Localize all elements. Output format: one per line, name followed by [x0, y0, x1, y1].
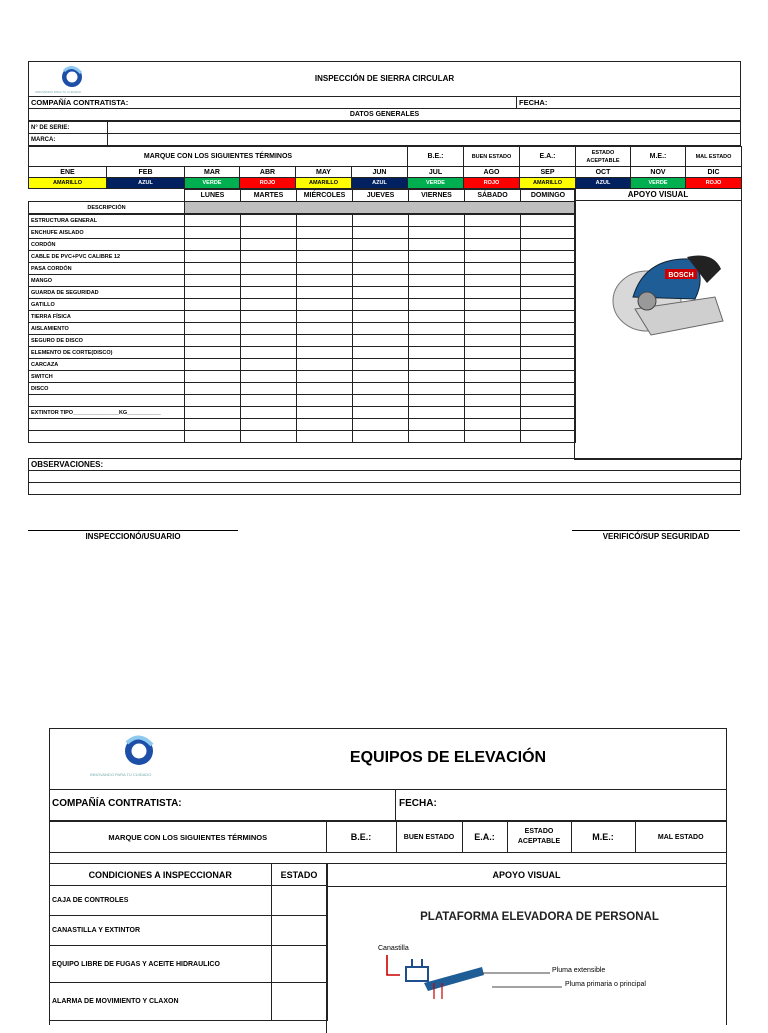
checklist-row	[29, 323, 576, 335]
check-cell[interactable]	[521, 371, 576, 383]
check-cell[interactable]	[409, 227, 465, 239]
check-cell[interactable]	[297, 431, 353, 443]
check-cell[interactable]	[353, 359, 409, 371]
form2-items-table	[50, 863, 328, 1021]
company-field[interactable]: COMPAÑÍA CONTRATISTA:	[29, 97, 517, 109]
color-cell: AZUL	[352, 178, 408, 189]
check-cell[interactable]	[409, 275, 465, 287]
check-cell[interactable]	[297, 311, 353, 323]
condition-item: EQUIPO LIBRE DE FUGAS Y ACEITE HIDRAULICO	[50, 946, 271, 983]
month-colors-row	[29, 178, 742, 189]
check-cell[interactable]	[465, 431, 521, 443]
month-cell: AGO	[464, 167, 520, 178]
condition-item: ALARMA DE MOVIMIENTO Y CLAXON	[50, 983, 271, 1021]
gray-band	[185, 202, 576, 214]
company-field-2[interactable]: COMPAÑÍA CONTRATISTA:	[52, 798, 182, 809]
month-cell: FEB	[107, 167, 185, 178]
check-cell[interactable]	[353, 299, 409, 311]
general-data-header: DATOS GENERALES	[29, 109, 741, 121]
checklist-row	[29, 299, 576, 311]
check-cell[interactable]	[353, 239, 409, 251]
check-cell[interactable]	[297, 335, 353, 347]
check-cell[interactable]	[521, 323, 576, 335]
check-cell[interactable]	[241, 335, 297, 347]
day-cell: DOMINGO	[521, 190, 576, 202]
check-cell[interactable]	[185, 287, 241, 299]
signature-left-label: INSPECCIONÓ/USUARIO	[85, 532, 181, 541]
checklist-item-label: ELEMENTO DE CORTE(DISCO)	[29, 347, 185, 359]
checklist-item-label: EXTINTOR TIPO_______________KG___________	[29, 407, 185, 419]
color-cell: ROJO	[240, 178, 296, 189]
check-cell[interactable]	[353, 215, 409, 227]
brand-label: MARCA:	[29, 134, 108, 146]
check-cell[interactable]	[241, 323, 297, 335]
checklist-row	[29, 215, 576, 227]
observations-line[interactable]	[29, 483, 741, 495]
check-cell[interactable]	[241, 347, 297, 359]
check-cell[interactable]	[297, 299, 353, 311]
check-cell[interactable]	[521, 263, 576, 275]
date-field-2[interactable]: FECHA:	[399, 798, 437, 809]
check-cell[interactable]	[521, 383, 576, 395]
check-cell[interactable]	[409, 263, 465, 275]
checklist-row	[29, 335, 576, 347]
company-logo-2	[84, 733, 174, 784]
checklist-item-label: GUARDA DE SEGURIDAD	[29, 287, 185, 299]
checklist-item-label: CABLE DE PVC+PVC CALIBRE 12	[29, 251, 185, 263]
check-cell[interactable]	[353, 419, 409, 431]
check-cell[interactable]	[521, 419, 576, 431]
legend-buen-estado: BUEN ESTADO	[464, 147, 520, 167]
check-cell[interactable]	[297, 383, 353, 395]
legend-ea-2: E.A.:	[462, 822, 507, 853]
legend-estado-aceptable: ESTADO ACEPTABLE	[576, 147, 631, 167]
color-cell: VERDE	[631, 178, 686, 189]
condition-item: CAJA DE CONTROLES	[50, 886, 271, 916]
check-cell[interactable]	[241, 239, 297, 251]
check-cell[interactable]	[241, 383, 297, 395]
logo-tagline: INNOVANDO PARA TU CUIDADO	[90, 772, 152, 777]
checklist-item-label: ENCHUFE AISLADO	[29, 227, 185, 239]
check-cell[interactable]	[241, 395, 297, 407]
check-cell[interactable]	[409, 347, 465, 359]
month-cell: SEP	[520, 167, 576, 178]
check-cell[interactable]	[241, 299, 297, 311]
form2-header	[50, 729, 726, 790]
visual-support-header-2: APOYO VISUAL	[327, 863, 726, 887]
check-cell[interactable]	[521, 227, 576, 239]
check-cell[interactable]	[241, 371, 297, 383]
spacer	[50, 853, 726, 863]
checklist-item-label: DISCO	[29, 383, 185, 395]
check-cell[interactable]	[409, 371, 465, 383]
checklist-row	[29, 287, 576, 299]
check-cell[interactable]	[241, 275, 297, 287]
day-cell: MIÉRCOLES	[297, 190, 353, 202]
check-cell[interactable]	[241, 287, 297, 299]
checklist-item-label: CARCAZA	[29, 359, 185, 371]
legend-buen-estado-2: BUEN ESTADO	[396, 822, 462, 853]
check-cell[interactable]	[353, 263, 409, 275]
label-pluma-primaria: Pluma primaria o principal	[565, 981, 646, 988]
check-cell[interactable]	[465, 263, 521, 275]
circular-saw-image	[595, 239, 725, 339]
month-cell: MAY	[296, 167, 352, 178]
items-table	[28, 214, 576, 443]
saw-brand-label: BOSCH	[668, 272, 694, 279]
check-cell[interactable]	[465, 359, 521, 371]
check-cell[interactable]	[353, 227, 409, 239]
check-cell[interactable]	[241, 359, 297, 371]
status-cell[interactable]	[271, 946, 327, 983]
check-cell[interactable]	[521, 431, 576, 443]
color-cell: ROJO	[686, 178, 742, 189]
check-cell[interactable]	[353, 275, 409, 287]
checklist-item-label: TIERRA FÍSICA	[29, 311, 185, 323]
check-cell[interactable]	[185, 275, 241, 287]
form-equipos-elevacion	[49, 728, 727, 1025]
check-cell[interactable]	[465, 275, 521, 287]
check-cell[interactable]	[185, 395, 241, 407]
status-cell[interactable]	[271, 886, 327, 916]
check-cell[interactable]	[353, 335, 409, 347]
color-cell: VERDE	[185, 178, 240, 189]
months-row	[29, 167, 742, 178]
day-cell: MARTES	[241, 190, 297, 202]
check-cell[interactable]	[465, 335, 521, 347]
check-cell[interactable]	[185, 251, 241, 263]
check-cell[interactable]	[353, 311, 409, 323]
check-cell[interactable]	[297, 395, 353, 407]
color-cell: AMARILLO	[520, 178, 576, 189]
month-cell: NOV	[631, 167, 686, 178]
check-cell[interactable]	[353, 347, 409, 359]
description-header: DESCRIPCIÓN	[29, 202, 185, 214]
check-cell[interactable]	[465, 251, 521, 263]
status-cell[interactable]	[271, 916, 327, 946]
day-cell: VIERNES	[409, 190, 465, 202]
signature-line-left	[28, 530, 238, 531]
date-field[interactable]: FECHA:	[517, 97, 741, 109]
check-cell[interactable]	[241, 419, 297, 431]
visual-support-panel	[574, 189, 742, 460]
checklist-row	[29, 311, 576, 323]
check-cell[interactable]	[409, 287, 465, 299]
check-cell[interactable]	[353, 323, 409, 335]
check-cell[interactable]	[521, 251, 576, 263]
color-cell: AMARILLO	[29, 178, 107, 189]
check-cell[interactable]	[409, 419, 465, 431]
check-cell[interactable]	[521, 287, 576, 299]
check-cell[interactable]	[353, 431, 409, 443]
divider	[395, 790, 396, 820]
check-cell[interactable]	[521, 239, 576, 251]
day-cell: JUEVES	[353, 190, 409, 202]
checklist-item-label: CORDÓN	[29, 239, 185, 251]
check-cell[interactable]	[241, 407, 297, 419]
form-sierra-circular	[28, 61, 741, 495]
checklist-item-label	[29, 419, 185, 431]
check-cell[interactable]	[297, 371, 353, 383]
check-cell[interactable]	[297, 407, 353, 419]
check-cell[interactable]	[185, 263, 241, 275]
check-cell[interactable]	[465, 311, 521, 323]
serial-field[interactable]	[108, 122, 741, 134]
signature-right-label: VERIFICÓ/SUP SEGURIDAD	[602, 532, 710, 541]
form2-legend-table	[50, 821, 726, 853]
check-cell[interactable]	[465, 347, 521, 359]
check-cell[interactable]	[409, 407, 465, 419]
observations-line[interactable]	[29, 471, 741, 483]
check-cell[interactable]	[297, 251, 353, 263]
month-cell: JUN	[352, 167, 408, 178]
blank-cell	[29, 190, 185, 202]
checklist-row	[29, 275, 576, 287]
check-cell[interactable]	[185, 383, 241, 395]
month-cell: ENE	[29, 167, 107, 178]
check-cell[interactable]	[297, 215, 353, 227]
lift-drawing	[372, 903, 707, 1033]
legend-be: B.E.:	[408, 147, 464, 167]
day-cell: LUNES	[185, 190, 241, 202]
check-cell[interactable]	[465, 287, 521, 299]
check-cell[interactable]	[521, 347, 576, 359]
checklist-row	[29, 371, 576, 383]
check-cell[interactable]	[297, 419, 353, 431]
check-cell[interactable]	[241, 251, 297, 263]
check-cell[interactable]	[353, 383, 409, 395]
check-cell[interactable]	[465, 407, 521, 419]
checklist-row	[29, 395, 576, 407]
form2-company-row	[50, 790, 726, 821]
check-cell[interactable]	[297, 263, 353, 275]
check-cell[interactable]	[297, 227, 353, 239]
checklist-row	[29, 407, 576, 419]
check-cell[interactable]	[353, 395, 409, 407]
check-cell[interactable]	[185, 419, 241, 431]
check-cell[interactable]	[409, 251, 465, 263]
checklist-row	[29, 263, 576, 275]
check-cell[interactable]	[297, 239, 353, 251]
month-cell: ABR	[240, 167, 296, 178]
checklist-row	[29, 347, 576, 359]
checklist-row	[29, 431, 576, 443]
check-cell[interactable]	[521, 215, 576, 227]
color-cell: ROJO	[464, 178, 520, 189]
checklist-item-label: SEGURO DE DISCO	[29, 335, 185, 347]
form1-info-table	[28, 96, 741, 121]
checklist-row	[29, 227, 576, 239]
check-cell[interactable]	[521, 275, 576, 287]
form1-header	[28, 61, 741, 96]
check-cell[interactable]	[297, 347, 353, 359]
checklist-item-label: AISLAMIENTO	[29, 323, 185, 335]
check-cell[interactable]	[185, 215, 241, 227]
check-cell[interactable]	[409, 299, 465, 311]
checklist-item-label: SWITCH	[29, 371, 185, 383]
month-cell: JUL	[408, 167, 464, 178]
checklist-area	[28, 189, 741, 443]
check-cell[interactable]	[409, 383, 465, 395]
legend-estado-aceptable-2: ESTADO ACEPTABLE	[507, 822, 571, 853]
check-cell[interactable]	[465, 383, 521, 395]
check-cell[interactable]	[521, 395, 576, 407]
form2-visual-panel	[326, 863, 726, 1033]
checklist-item-label: MANGO	[29, 275, 185, 287]
form2-title: EQUIPOS DE ELEVACIÓN	[349, 749, 547, 766]
checklist-item-label	[29, 395, 185, 407]
color-cell: AZUL	[576, 178, 631, 189]
check-cell[interactable]	[409, 323, 465, 335]
month-cell: OCT	[576, 167, 631, 178]
serial-label: N° DE SERIE:	[29, 122, 108, 134]
check-cell[interactable]	[185, 431, 241, 443]
check-cell[interactable]	[465, 215, 521, 227]
form2-body	[50, 863, 726, 1021]
check-cell[interactable]	[409, 395, 465, 407]
check-cell[interactable]	[409, 311, 465, 323]
check-cell[interactable]	[521, 299, 576, 311]
check-cell[interactable]	[185, 239, 241, 251]
check-cell[interactable]	[409, 359, 465, 371]
lift-diagram-title: PLATAFORMA ELEVADORA DE PERSONAL	[420, 911, 659, 923]
checklist-item-label: ESTRUCTURA GENERAL	[29, 215, 185, 227]
check-cell[interactable]	[185, 407, 241, 419]
month-cell: MAR	[185, 167, 240, 178]
check-cell[interactable]	[465, 323, 521, 335]
day-cell: SÁBADO	[465, 190, 521, 202]
check-cell[interactable]	[521, 359, 576, 371]
status-header: ESTADO	[271, 864, 327, 886]
brand-field[interactable]	[108, 134, 741, 146]
check-cell[interactable]	[185, 335, 241, 347]
check-cell[interactable]	[297, 323, 353, 335]
check-cell[interactable]	[409, 431, 465, 443]
legend-be-2: B.E.:	[326, 822, 396, 853]
check-cell[interactable]	[465, 395, 521, 407]
condition-item: CANASTILLA Y EXTINTOR	[50, 916, 271, 946]
color-cell: VERDE	[408, 178, 464, 189]
observations-table	[28, 458, 741, 495]
check-cell[interactable]	[185, 311, 241, 323]
color-cell: AZUL	[107, 178, 185, 189]
color-cell: AMARILLO	[296, 178, 352, 189]
checklist-item-label: PASA CORDÓN	[29, 263, 185, 275]
check-cell[interactable]	[353, 287, 409, 299]
month-cell: DIC	[686, 167, 742, 178]
check-cell[interactable]	[185, 299, 241, 311]
check-cell[interactable]	[465, 239, 521, 251]
checklist-table	[28, 189, 576, 214]
check-cell[interactable]	[409, 215, 465, 227]
checklist-row	[29, 359, 576, 371]
checklist-row	[29, 239, 576, 251]
form1-title: INSPECCIÓN DE SIERRA CIRCULAR	[314, 74, 455, 83]
check-cell[interactable]	[297, 275, 353, 287]
check-cell[interactable]	[353, 371, 409, 383]
check-cell[interactable]	[353, 407, 409, 419]
check-cell[interactable]	[297, 359, 353, 371]
check-cell[interactable]	[241, 431, 297, 443]
checklist-item-label	[29, 431, 185, 443]
observations-label: OBSERVACIONES:	[29, 459, 741, 471]
check-cell[interactable]	[185, 359, 241, 371]
signature-line-right	[572, 530, 740, 531]
check-cell[interactable]	[241, 311, 297, 323]
conditions-header: CONDICIONES A INSPECCIONAR	[50, 864, 271, 886]
check-cell[interactable]	[297, 287, 353, 299]
check-cell[interactable]	[241, 215, 297, 227]
check-cell[interactable]	[521, 311, 576, 323]
logo-tagline: INNOVANDO PARA TU CUIDADO	[35, 90, 82, 94]
check-cell[interactable]	[465, 419, 521, 431]
legend-mal-estado-2: MAL ESTADO	[635, 822, 726, 853]
checklist-item-label: GATILLO	[29, 299, 185, 311]
mark-terms-2: MARQUE CON LOS SIGUIENTES TÉRMINOS	[50, 822, 326, 853]
check-cell[interactable]	[185, 347, 241, 359]
legend-ea: E.A.:	[520, 147, 576, 167]
form1-legend-table	[28, 146, 742, 189]
checklist-row	[29, 419, 576, 431]
check-cell[interactable]	[409, 239, 465, 251]
check-cell[interactable]	[465, 371, 521, 383]
check-cell[interactable]	[185, 371, 241, 383]
form1-serial-table	[28, 121, 741, 146]
legend-me-2: M.E.:	[571, 822, 635, 853]
mark-terms: MARQUE CON LOS SIGUIENTES TÉRMINOS	[29, 147, 408, 167]
legend-mal-estado: MAL ESTADO	[686, 147, 742, 167]
check-cell[interactable]	[521, 407, 576, 419]
check-cell[interactable]	[185, 227, 241, 239]
check-cell[interactable]	[465, 227, 521, 239]
check-cell[interactable]	[409, 335, 465, 347]
check-cell[interactable]	[241, 227, 297, 239]
legend-me: M.E.:	[631, 147, 686, 167]
checklist-row	[29, 251, 576, 263]
status-cell[interactable]	[271, 983, 327, 1021]
visual-support-header: APOYO VISUAL	[575, 189, 741, 201]
label-pluma-extensible: Pluma extensible	[552, 967, 606, 974]
check-cell[interactable]	[465, 299, 521, 311]
lift-diagram	[372, 903, 707, 1033]
check-cell[interactable]	[521, 335, 576, 347]
check-cell[interactable]	[241, 263, 297, 275]
checklist-row	[29, 383, 576, 395]
check-cell[interactable]	[353, 251, 409, 263]
label-canastilla: Canastilla	[378, 945, 409, 952]
check-cell[interactable]	[185, 323, 241, 335]
